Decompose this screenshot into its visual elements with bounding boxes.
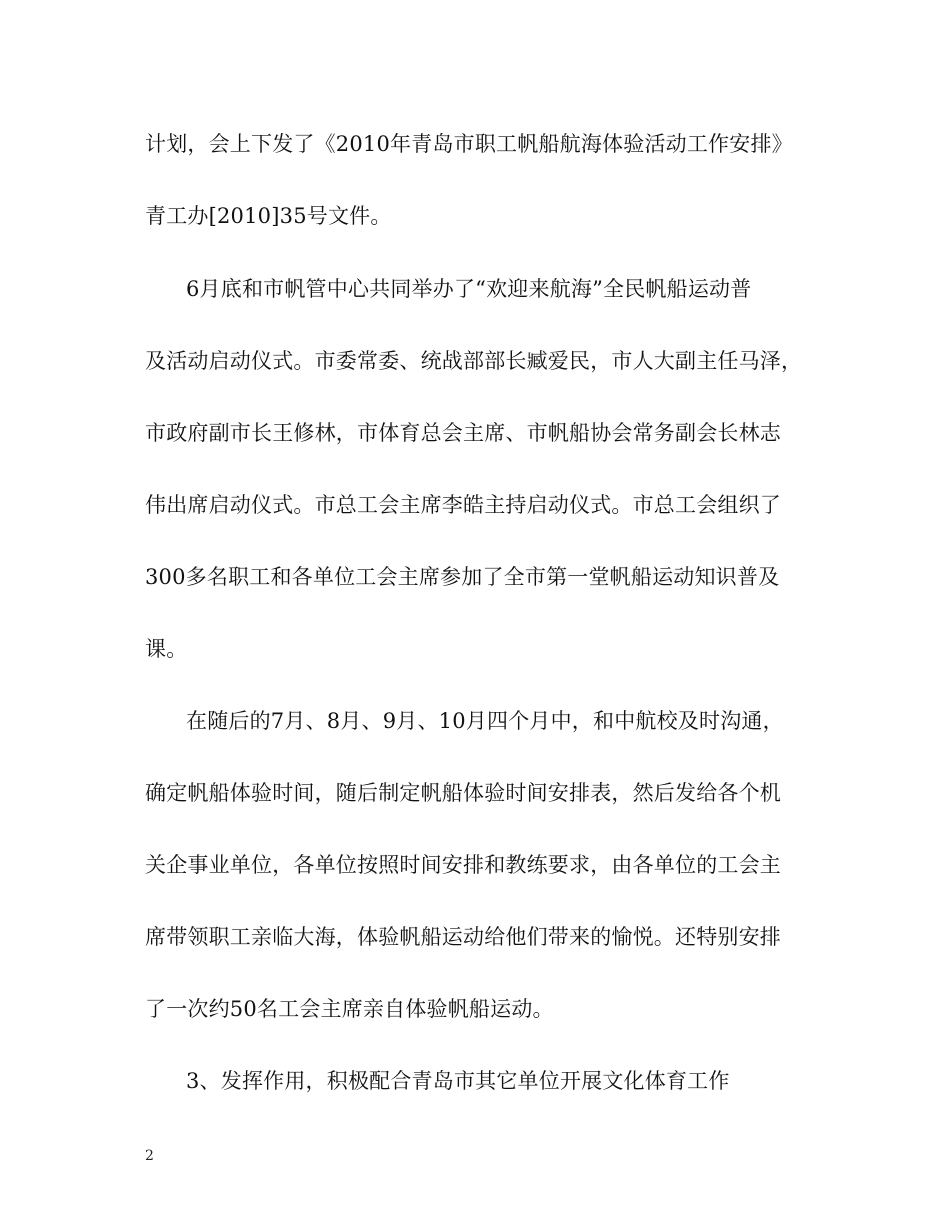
text-line-1: 计划，会上下发了《2010年青岛市职工帆船航海体验活动工作安排》	[145, 132, 793, 156]
text-line-7: 300多名职工和各单位工会主席参加了全市第一堂帆船运动知识普及	[145, 565, 780, 589]
page-number: 2	[145, 1148, 154, 1164]
section-heading-line: 3、发挥作用，积极配合青岛市其它单位开展文化体育工作	[186, 1069, 730, 1093]
text-line-13: 了一次约50名工会主席亲自体验帆船运动。	[145, 997, 554, 1021]
text-line-11: 关企事业单位，各单位按照时间安排和教练要求，由各单位的工会主	[145, 853, 781, 877]
paragraph-start-line: 在随后的7月、8月、9月、10月四个月中，和中航校及时沟通，	[186, 709, 784, 733]
text-line-12: 席带领职工亲临大海，体验帆船运动给他们带来的愉悦。还特别安排	[145, 925, 781, 949]
text-line-6: 伟出席启动仪式。市总工会主席李皓主持启动仪式。市总工会组织了	[145, 493, 781, 517]
text-line-8: 课。	[145, 637, 188, 661]
paragraph-start-line: 6月底和市帆管中心共同举办了“欢迎来航海”全民帆船运动普	[186, 277, 752, 301]
text-line-4: 及活动启动仪式。市委常委、统战部部长臧爱民，市人大副主任马泽，	[145, 349, 803, 373]
text-line-5: 市政府副市长王修林，市体育总会主席、市帆船协会常务副会长林志	[145, 421, 781, 445]
text-line-10: 确定帆船体验时间，随后制定帆船体验时间安排表，然后发给各个机	[145, 781, 781, 805]
text-line-2: 青工办[2010]35号文件。	[145, 204, 392, 228]
